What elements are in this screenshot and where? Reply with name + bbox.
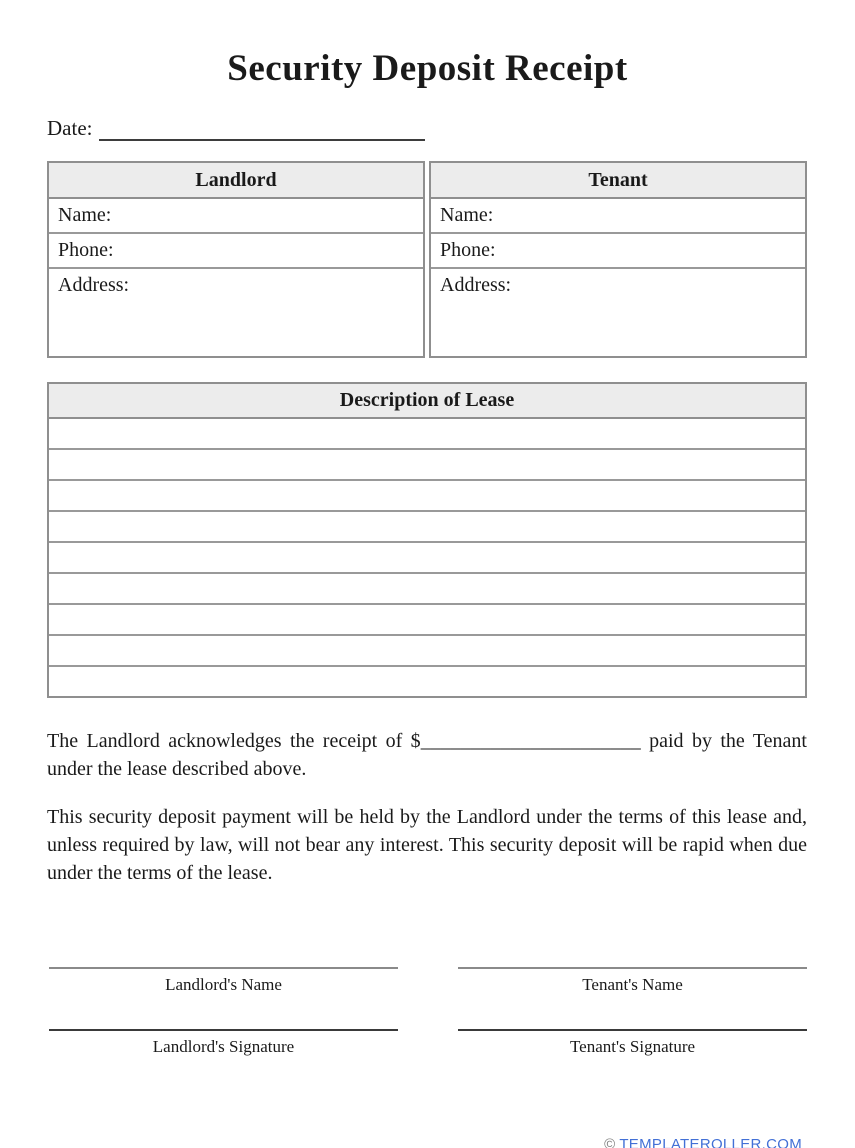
lease-empty-row[interactable]	[49, 636, 805, 667]
landlord-phone-label: Phone:	[58, 239, 114, 261]
tenant-address-field[interactable]	[511, 274, 805, 356]
tenant-table	[429, 161, 807, 358]
tenant-address-label: Address:	[440, 274, 512, 296]
landlord-name-block	[49, 967, 398, 995]
terms-paragraph: This security deposit payment will be held by the Landlord under the terms of this lease and, unless required by law, will not bear any interest. This security deposit will be rapid when due under the terms of the lease.	[47, 806, 807, 884]
footer	[604, 1136, 802, 1148]
tenant-signature-block	[458, 1029, 807, 1057]
receipt-text-before: The Landlord acknowledges the receipt of $	[47, 730, 421, 752]
date-row	[47, 114, 807, 141]
copyright-icon: ©	[604, 1136, 616, 1148]
name-signature-row	[49, 967, 807, 995]
lease-empty-row[interactable]	[49, 512, 805, 543]
page-title: Security Deposit Receipt	[227, 48, 628, 89]
lease-empty-row[interactable]	[49, 450, 805, 481]
landlord-address-label: Address:	[58, 274, 130, 296]
landlord-header: Landlord	[49, 163, 423, 199]
lease-empty-row[interactable]	[49, 574, 805, 605]
tenant-name-field[interactable]	[493, 199, 805, 232]
signature-row	[49, 1029, 807, 1057]
receipt-paragraph	[47, 727, 807, 783]
landlord-name-field[interactable]	[111, 199, 423, 232]
landlord-signature-block	[49, 1029, 398, 1057]
parties-table	[47, 161, 807, 358]
lease-rows-container	[49, 419, 805, 696]
landlord-table	[47, 161, 425, 358]
tenant-phone-label: Phone:	[440, 239, 496, 261]
lease-empty-row[interactable]	[49, 419, 805, 450]
landlord-phone-field[interactable]	[114, 234, 423, 267]
tenant-name-block	[458, 967, 807, 995]
tenant-address-row	[431, 269, 805, 356]
tenant-signature-label: Tenant's Signature	[569, 1037, 696, 1056]
tenant-name-row	[431, 199, 805, 234]
lease-table-header: Description of Lease	[49, 384, 805, 419]
tenant-phone-row	[431, 234, 805, 269]
date-input-line[interactable]	[99, 117, 425, 141]
landlord-address-field[interactable]	[129, 274, 423, 356]
landlord-name-row	[49, 199, 423, 234]
tenant-name-label: Name:	[440, 204, 494, 226]
tenant-phone-field[interactable]	[496, 234, 805, 267]
receipt-text-after: paid by the Tenant under the lease described above.	[47, 730, 807, 780]
landlord-signature-label: Landlord's Signature	[152, 1037, 295, 1056]
tenant-name-sig-label: Tenant's Name	[582, 975, 683, 994]
landlord-name-sig-label: Landlord's Name	[165, 975, 282, 994]
deposit-amount-blank[interactable]: ______________________	[420, 730, 641, 752]
date-label: Date:	[47, 116, 93, 140]
lease-description-table	[47, 382, 807, 698]
lease-empty-row[interactable]	[49, 543, 805, 574]
lease-empty-row[interactable]	[49, 605, 805, 636]
lease-empty-row[interactable]	[49, 667, 805, 696]
lease-empty-row[interactable]	[49, 481, 805, 512]
landlord-phone-row	[49, 234, 423, 269]
templateroller-link[interactable]: TEMPLATEROLLER.COM	[619, 1136, 802, 1148]
landlord-name-label: Name:	[58, 204, 112, 226]
tenant-header: Tenant	[431, 163, 805, 199]
landlord-address-row	[49, 269, 423, 356]
